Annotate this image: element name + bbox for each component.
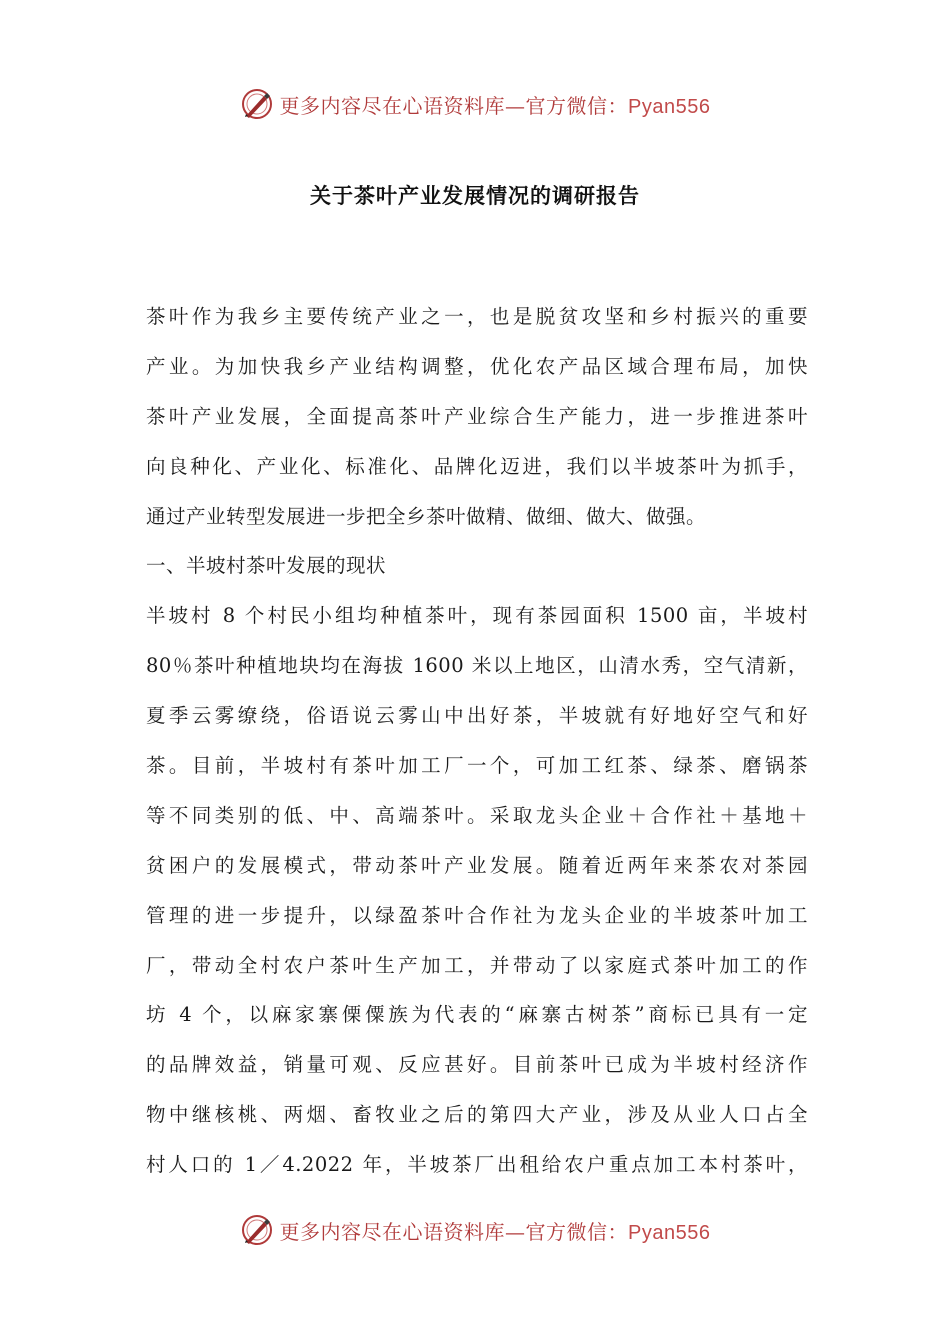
paragraph-line: 茶。目前，半坡村有茶叶加工厂一个，可加工红茶、绿茶、磨锅茶 xyxy=(146,754,808,778)
paragraph-line: 坊 4 个，以麻家寨傈僳族为代表的“麻寨古树茶”商标已具有一定 xyxy=(146,1003,808,1027)
watermark-text xyxy=(280,90,711,119)
watermark-label: 更多内容尽在心语资料库—官方微信： xyxy=(279,1219,629,1244)
section-heading: 一、半坡村茶叶发展的现状 xyxy=(146,554,387,578)
watermark-wechat-id: Pyan556 xyxy=(628,95,711,118)
pen-logo-icon xyxy=(240,87,274,121)
watermark-text xyxy=(280,1216,711,1245)
paragraph-line: 半坡村 8 个村民小组均种植茶叶，现有茶园面积 1500 亩，半坡村 xyxy=(146,604,808,628)
paragraph-line: 茶叶作为我乡主要传统产业之一，也是脱贫攻坚和乡村振兴的重要 xyxy=(146,305,808,328)
paragraph-line: 管理的进一步提升，以绿盈茶叶合作社为龙头企业的半坡茶叶加工 xyxy=(146,903,808,927)
watermark-header xyxy=(0,84,950,124)
pen-logo-icon xyxy=(240,1213,274,1247)
paragraph-line: 产业。为加快我乡产业结构调整，优化农产品区域合理布局，加快 xyxy=(146,354,808,378)
watermark-wechat-id: Pyan556 xyxy=(628,1221,711,1244)
paragraph-line: 80％茶叶种植地块均在海拔 1600 米以上地区，山清水秀，空气清新， xyxy=(146,654,808,678)
paragraph-line: 夏季云雾缭绕，俗语说云雾山中出好茶，半坡就有好地好空气和好 xyxy=(146,704,808,728)
paragraph-line: 贫困户的发展模式，带动茶叶产业发展。随着近两年来茶农对茶园 xyxy=(146,853,808,877)
paragraph-line: 物中继核桃、两烟、畜牧业之后的第四大产业，涉及从业人口占全 xyxy=(146,1103,808,1127)
paragraph-line: 厂，带动全村农户茶叶生产加工，并带动了以家庭式茶叶加工的作 xyxy=(146,953,808,977)
paragraph-line: 通过产业转型发展进一步把全乡茶叶做精、做细、做大、做强。 xyxy=(146,504,707,528)
paragraph-line: 茶叶产业发展，全面提高茶叶产业综合生产能力，进一步推进茶叶 xyxy=(146,404,808,428)
document-title: 关于茶叶产业发展情况的调研报告 xyxy=(310,184,640,208)
paragraph-line: 的品牌效益，销量可观、反应甚好。目前茶叶已成为半坡村经济作 xyxy=(146,1053,808,1077)
watermark-label: 更多内容尽在心语资料库—官方微信： xyxy=(279,93,629,118)
paragraph-line: 向良种化、产业化、标准化、品牌化迈进，我们以半坡茶叶为抓手， xyxy=(146,454,808,478)
document-body xyxy=(146,292,808,1190)
paragraph-line: 村人口的 1／4.2022 年，半坡茶厂出租给农户重点加工本村茶叶， xyxy=(146,1153,808,1177)
paragraph-line: 等不同类别的低、中、高端茶叶。采取龙头企业＋合作社＋基地＋ xyxy=(146,803,808,827)
watermark-footer xyxy=(0,1210,950,1250)
